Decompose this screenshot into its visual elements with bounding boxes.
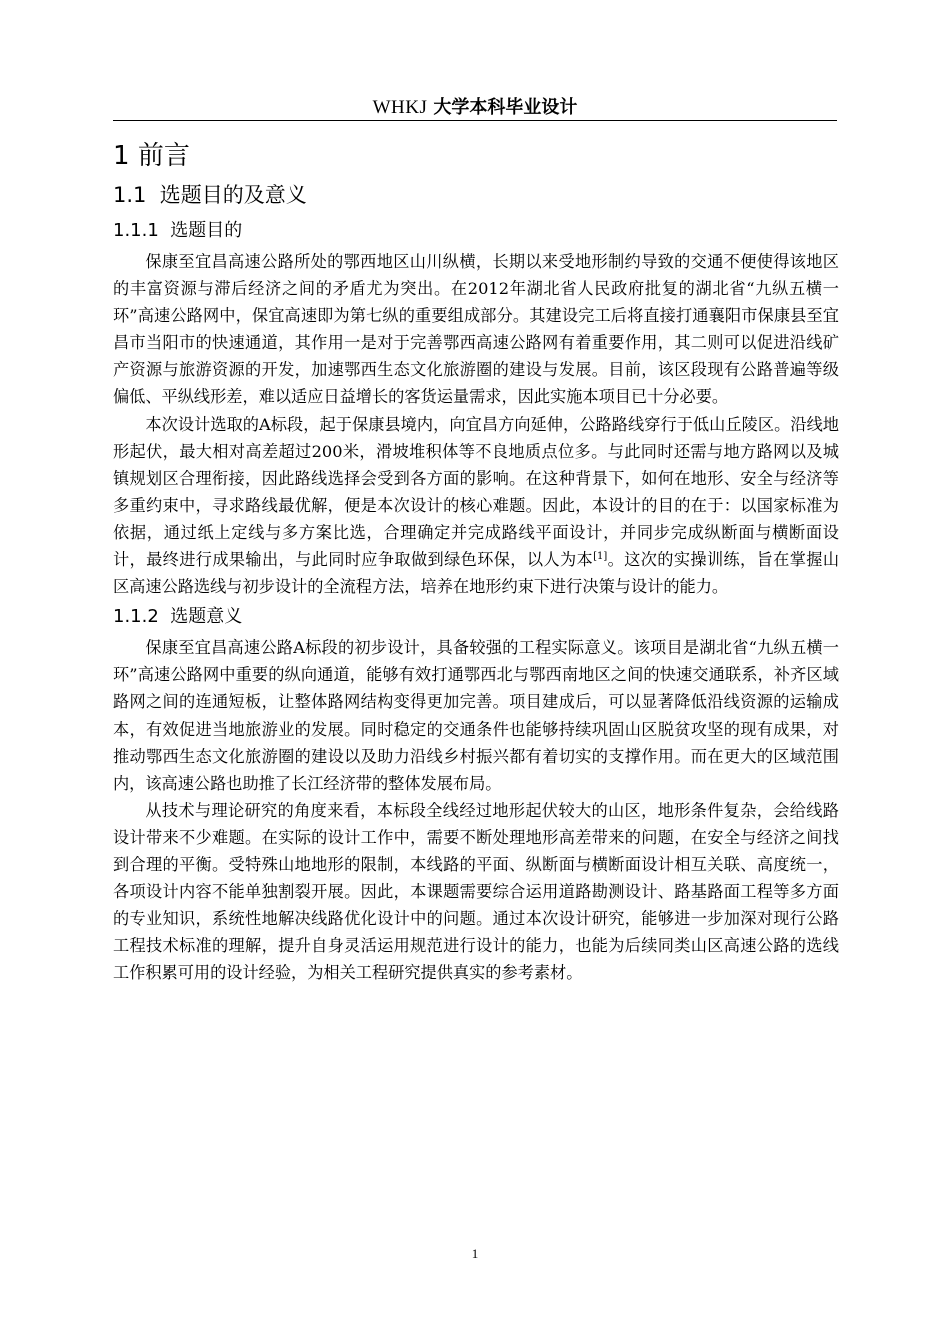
section-title: 选题目的及意义 (159, 183, 307, 207)
paragraph-text: 本次设计选取的A标段，起于保康县境内，向宜昌方向延伸，公路路线穿行于低山丘陵区。沿线地形起伏，最大相对高差超过200米，滑坡堆积体等不良地质点位多。与此同时还需与地方路网以及城镇规划区合理衔接，因此路线选择会受到各方面的影响。在这种背景下，如何在地形、安全与经济等多重约束中，寻求路线最优解，便是本次设计的核心难题。因此，本设计的目的在于：以国家标准为依据，通过纸上定线与多方案比选，合理确定并完成路线平面设计，并同步完成纵断面与横断面设计，最终进行成果输出，与此同时应争取做到绿色环保，以人为本 (113, 414, 839, 570)
page-header (113, 94, 837, 121)
subsection-heading-1 (113, 214, 839, 248)
subsection-title: 选题目的 (170, 220, 243, 241)
header-title: 大学本科毕业设计 (433, 97, 578, 118)
subsection-heading-2 (113, 600, 839, 634)
body-paragraph-with-citation (113, 411, 839, 601)
subsection-title: 选题意义 (170, 606, 243, 628)
body-paragraph: 保康至宜昌高速公路A标段的初步设计，具备较强的工程实际意义。该项目是湖北省“九纵五横一环”高速公路网中重要的纵向通道，能够有效打通鄂西北与鄂西南地区之间的快速交通联系，补齐区域路网之间的连通短板，让整体路网结构变得更加完善。项目建成后，可以显著降低沿线资源的运输成本，有效促进当地旅游业的发展。同时稳定的交通条件也能够持续巩固山区脱贫攻坚的现有成果，对推动鄂西生态文化旅游圈的建设以及助力沿线乡村振兴都有着切实的支撑作用。而在更大的区域范围内，该高速公路也助推了长江经济带的整体发展布局。 (113, 638, 839, 793)
chapter-title: 前言 (137, 141, 190, 171)
subsection-number: 1.1.2 (113, 606, 159, 628)
subsection-number: 1.1.1 (113, 220, 159, 241)
section-heading (113, 176, 839, 214)
paragraph-text: 。这次的实操训练，旨在掌握山区高速公路选线与初步设计的全流程方法，培养在地形约束下进行决策与设计的能力。 (113, 550, 840, 597)
page-content (113, 132, 839, 986)
page-number: 1 (471, 1246, 479, 1261)
chapter-heading (113, 136, 839, 176)
header-org: WHKJ (372, 97, 428, 118)
section-number: 1.1 (113, 183, 147, 207)
body-paragraph: 保康至宜昌高速公路所处的鄂西地区山川纵横，长期以来受地形制约导致的交通不便使得该地区的丰富资源与滞后经济之间的矛盾尤为突出。在2012年湖北省人民政府批复的湖北省“九纵五横一环”高速公路网中，保宜高速即为第七纵的重要组成部分。其建设完工后将直接打通襄阳市保康县至宜昌市当阳市的快速通道，其作用一是对于完善鄂西高速公路网有着重要作用，其二则可以促进沿线矿产资源与旅游资源的开发，加速鄂西生态文化旅游圈的建设与发展。目前，该区段现有公路普遍等级偏低、平纵线形差，难以适应日益增长的客货运量需求，因此实施本项目已十分必要。 (113, 252, 839, 407)
citation-ref[interactable]: [1] (593, 551, 608, 563)
body-paragraph: 从技术与理论研究的角度来看，本标段全线经过地形起伏较大的山区，地形条件复杂，会给线路设计带来不少难题。在实际的设计工作中，需要不断处理地形高差带来的问题，在安全与经济之间找到合理的平衡。受特殊山地地形的限制，本线路的平面、纵断面与横断面设计相互关联、高度统一，各项设计内容不能单独割裂开展。因此，本课题需要综合运用道路勘测设计、路基路面工程等多方面的专业知识，系统性地解决线路优化设计中的问题。通过本次设计研究，能够进一步加深对现行公路工程技术标准的理解，提升自身灵活运用规范进行设计的能力，也能为后续同类山区高速公路的选线工作积累可用的设计经验，为相关工程研究提供真实的参考素材。 (113, 800, 839, 983)
chapter-number: 1 (113, 141, 130, 171)
